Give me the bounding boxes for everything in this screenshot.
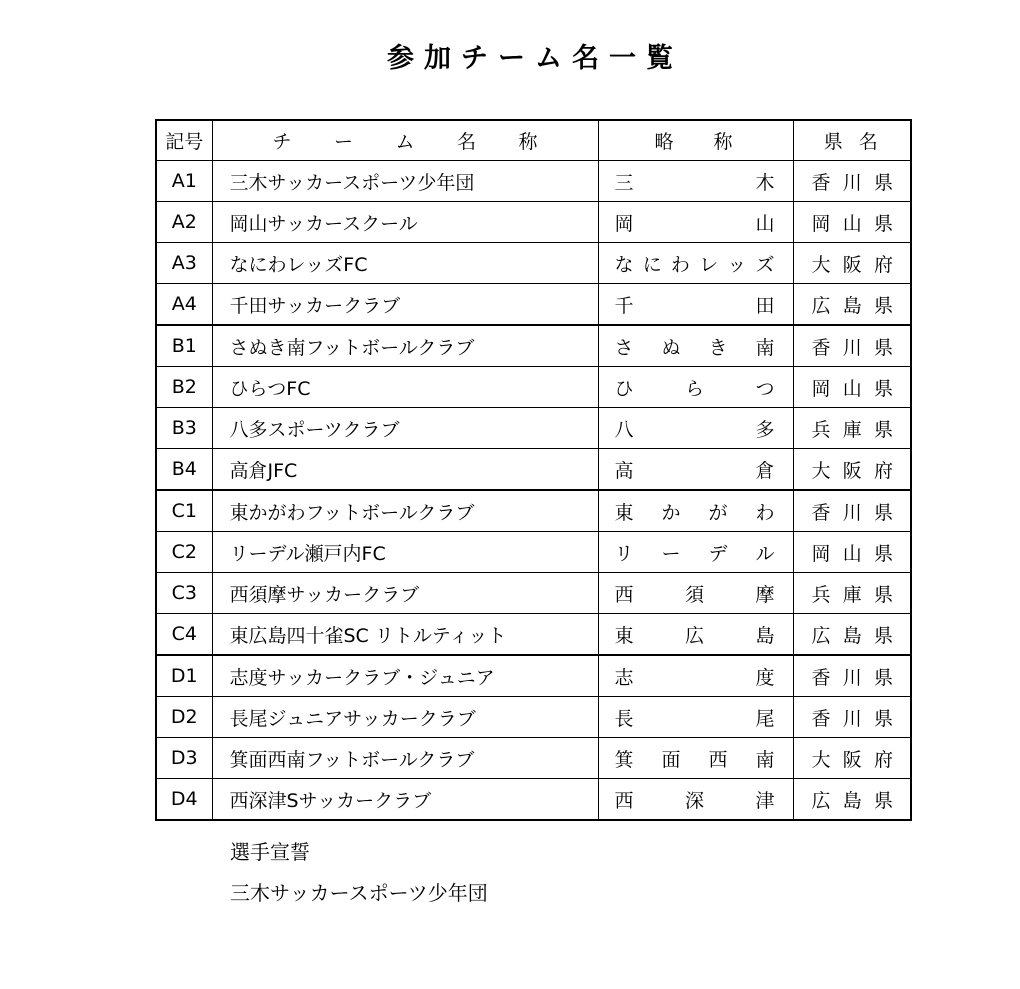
abbreviation-char: 倉 xyxy=(755,459,775,482)
prefecture-char: 兵 xyxy=(811,418,831,441)
prefecture-char: 府 xyxy=(873,748,893,771)
prefecture-char: 県 xyxy=(873,542,893,565)
abbreviation-char: 須 xyxy=(684,583,704,606)
team-abbreviation xyxy=(598,532,793,573)
team-name: 長尾ジュニアサッカークラブ xyxy=(212,697,598,738)
team-name: 西須摩サッカークラブ xyxy=(212,573,598,614)
abbreviation-char: リ xyxy=(614,542,634,565)
page-title: 参加チーム名一覧 xyxy=(387,43,683,74)
abbreviation-char: が xyxy=(708,501,728,524)
team-abbreviation xyxy=(598,243,793,284)
abbreviation-char: 山 xyxy=(755,212,775,235)
player-oath-team: 三木サッカースポーツ少年団 xyxy=(230,881,488,905)
table-header-row xyxy=(156,120,911,161)
prefecture-char: 阪 xyxy=(842,748,862,771)
abbreviation-char: に xyxy=(642,253,662,276)
abbreviation-char: 西 xyxy=(614,583,634,606)
abbreviation-char: ら xyxy=(684,377,704,400)
team-prefecture xyxy=(793,532,911,573)
prefecture-char: 県 xyxy=(873,171,893,194)
abbreviation-char: ぬ xyxy=(661,336,681,359)
prefecture-char: 大 xyxy=(811,748,831,771)
team-abbreviation xyxy=(598,573,793,614)
abbreviation-char: 長 xyxy=(614,707,634,730)
team-abbreviation xyxy=(598,449,793,491)
team-code: A2 xyxy=(156,202,212,243)
abbreviation-char: 田 xyxy=(755,294,775,317)
prefecture-char: 県 xyxy=(873,789,893,812)
header-name-char: 名 xyxy=(456,131,478,153)
prefecture-char: 大 xyxy=(811,459,831,482)
prefecture-char: 県 xyxy=(873,624,893,647)
table-row xyxy=(156,243,911,284)
abbreviation-char: 西 xyxy=(708,748,728,771)
abbreviation-char: わ xyxy=(755,501,775,524)
table-row xyxy=(156,614,911,656)
header-pref-char: 名 xyxy=(858,131,880,153)
abbreviation-char: 島 xyxy=(755,624,775,647)
abbreviation-char: 岡 xyxy=(614,212,634,235)
header-pref-char: 県 xyxy=(823,131,845,153)
header-name-char: 称 xyxy=(518,131,540,153)
team-name: 千田サッカークラブ xyxy=(212,284,598,326)
abbreviation-char: 広 xyxy=(684,624,704,647)
prefecture-char: 山 xyxy=(842,377,862,400)
prefecture-char: 兵 xyxy=(811,583,831,606)
prefecture-char: 庫 xyxy=(842,583,862,606)
prefecture-char: 香 xyxy=(811,666,831,689)
team-abbreviation xyxy=(598,738,793,779)
team-prefecture xyxy=(793,655,911,697)
abbreviation-char: つ xyxy=(755,377,775,400)
table-row xyxy=(156,697,911,738)
table-row xyxy=(156,573,911,614)
prefecture-char: 岡 xyxy=(811,377,831,400)
abbreviation-char: 三 xyxy=(614,171,634,194)
team-abbreviation xyxy=(598,408,793,449)
team-prefecture xyxy=(793,202,911,243)
team-name: 八多スポーツクラブ xyxy=(212,408,598,449)
team-name: 東かがわフットボールクラブ xyxy=(212,490,598,532)
abbreviation-char: 津 xyxy=(755,789,775,812)
abbreviation-char: 度 xyxy=(755,666,775,689)
team-prefecture xyxy=(793,449,911,491)
prefecture-char: 香 xyxy=(811,171,831,194)
prefecture-char: 阪 xyxy=(842,253,862,276)
prefecture-char: 県 xyxy=(873,294,893,317)
prefecture-char: 山 xyxy=(842,212,862,235)
abbreviation-char: か xyxy=(661,501,681,524)
team-prefecture xyxy=(793,779,911,821)
team-prefecture xyxy=(793,573,911,614)
team-name: なにわレッズFC xyxy=(212,243,598,284)
abbreviation-char: ひ xyxy=(614,377,634,400)
abbreviation-char: 面 xyxy=(661,748,681,771)
team-code: A3 xyxy=(156,243,212,284)
abbreviation-char: 千 xyxy=(614,294,634,317)
prefecture-char: 県 xyxy=(873,501,893,524)
team-prefecture xyxy=(793,614,911,656)
team-abbreviation xyxy=(598,655,793,697)
team-abbreviation xyxy=(598,490,793,532)
prefecture-char: 県 xyxy=(873,212,893,235)
header-abbr xyxy=(598,120,793,161)
team-code: D3 xyxy=(156,738,212,779)
team-prefecture xyxy=(793,408,911,449)
team-name: さぬき南フットボールクラブ xyxy=(212,325,598,367)
abbreviation-char: 深 xyxy=(684,789,704,812)
prefecture-char: 県 xyxy=(873,583,893,606)
prefecture-char: 島 xyxy=(842,624,862,647)
table-row xyxy=(156,655,911,697)
prefecture-char: 川 xyxy=(842,336,862,359)
team-prefecture xyxy=(793,325,911,367)
table-row xyxy=(156,408,911,449)
prefecture-char: 広 xyxy=(811,294,831,317)
prefecture-char: 府 xyxy=(873,253,893,276)
team-code: D1 xyxy=(156,655,212,697)
abbreviation-char: 箕 xyxy=(614,748,634,771)
team-prefecture xyxy=(793,367,911,408)
abbreviation-char: 南 xyxy=(755,336,775,359)
team-prefecture xyxy=(793,243,911,284)
prefecture-char: 川 xyxy=(842,707,862,730)
prefecture-char: 広 xyxy=(811,789,831,812)
prefecture-char: 庫 xyxy=(842,418,862,441)
table-row xyxy=(156,367,911,408)
header-code xyxy=(156,120,212,161)
team-name: 西深津Sサッカークラブ xyxy=(212,779,598,821)
team-code: B2 xyxy=(156,367,212,408)
team-name: 志度サッカークラブ・ジュニア xyxy=(212,655,598,697)
table-row xyxy=(156,779,911,821)
prefecture-char: 島 xyxy=(842,789,862,812)
team-abbreviation xyxy=(598,367,793,408)
prefecture-char: 大 xyxy=(811,253,831,276)
team-list-table xyxy=(155,119,912,821)
abbreviation-char: ッ xyxy=(727,253,747,276)
prefecture-char: 府 xyxy=(873,459,893,482)
abbreviation-char: 木 xyxy=(755,171,775,194)
abbreviation-char: な xyxy=(614,253,634,276)
prefecture-char: 岡 xyxy=(811,212,831,235)
team-code: B4 xyxy=(156,449,212,491)
team-name: 高倉JFC xyxy=(212,449,598,491)
abbreviation-char: 西 xyxy=(614,789,634,812)
team-code: C2 xyxy=(156,532,212,573)
team-code: D4 xyxy=(156,779,212,821)
prefecture-char: 川 xyxy=(842,501,862,524)
abbreviation-char: 東 xyxy=(614,501,634,524)
team-abbreviation xyxy=(598,284,793,326)
abbreviation-char: 摩 xyxy=(755,583,775,606)
prefecture-char: 阪 xyxy=(842,459,862,482)
team-name: 箕面西南フットボールクラブ xyxy=(212,738,598,779)
player-oath-label: 選手宣誓 xyxy=(230,840,310,864)
team-code: C1 xyxy=(156,490,212,532)
prefecture-char: 香 xyxy=(811,336,831,359)
abbreviation-char: 志 xyxy=(614,666,634,689)
team-name: 三木サッカースポーツ少年団 xyxy=(212,161,598,202)
abbreviation-char: ー xyxy=(661,542,681,565)
header-pref xyxy=(793,120,911,161)
abbreviation-char: デ xyxy=(708,542,728,565)
team-name: 東広島四十雀SC リトルティット xyxy=(212,614,598,656)
table-row xyxy=(156,161,911,202)
header-code-text: 記号 xyxy=(165,131,204,153)
abbreviation-char: 尾 xyxy=(755,707,775,730)
prefecture-char: 川 xyxy=(842,171,862,194)
header-name-char: チ xyxy=(272,131,294,153)
abbreviation-char: わ xyxy=(670,253,690,276)
team-name: ひらつFC xyxy=(212,367,598,408)
prefecture-char: 県 xyxy=(873,666,893,689)
team-abbreviation xyxy=(598,202,793,243)
table-row xyxy=(156,490,911,532)
abbreviation-char: さ xyxy=(614,336,634,359)
abbreviation-char: 南 xyxy=(755,748,775,771)
header-abbr-char: 略 xyxy=(654,131,676,153)
abbreviation-char: レ xyxy=(699,253,719,276)
team-abbreviation xyxy=(598,779,793,821)
table-row xyxy=(156,532,911,573)
team-prefecture xyxy=(793,161,911,202)
header-name-char: ム xyxy=(395,131,417,153)
team-code: D2 xyxy=(156,697,212,738)
abbreviation-char: き xyxy=(708,336,728,359)
team-code: A4 xyxy=(156,284,212,326)
team-code: A1 xyxy=(156,161,212,202)
prefecture-char: 香 xyxy=(811,501,831,524)
team-name: リーデル瀬戸内FC xyxy=(212,532,598,573)
team-prefecture xyxy=(793,490,911,532)
team-code: C3 xyxy=(156,573,212,614)
team-code: B1 xyxy=(156,325,212,367)
prefecture-char: 県 xyxy=(873,336,893,359)
prefecture-char: 県 xyxy=(873,418,893,441)
prefecture-char: 島 xyxy=(842,294,862,317)
team-abbreviation xyxy=(598,325,793,367)
table-row xyxy=(156,284,911,326)
team-prefecture xyxy=(793,284,911,326)
abbreviation-char: 八 xyxy=(614,418,634,441)
prefecture-char: 川 xyxy=(842,666,862,689)
prefecture-char: 広 xyxy=(811,624,831,647)
abbreviation-char: 多 xyxy=(755,418,775,441)
team-abbreviation xyxy=(598,697,793,738)
header-name-char: ー xyxy=(333,131,355,153)
prefecture-char: 県 xyxy=(873,377,893,400)
table-row xyxy=(156,202,911,243)
team-name: 岡山サッカースクール xyxy=(212,202,598,243)
abbreviation-char: ズ xyxy=(755,253,775,276)
abbreviation-char: ル xyxy=(755,542,775,565)
team-abbreviation xyxy=(598,161,793,202)
abbreviation-char: 高 xyxy=(614,459,634,482)
table-row xyxy=(156,325,911,367)
table-row xyxy=(156,449,911,491)
prefecture-char: 香 xyxy=(811,707,831,730)
prefecture-char: 県 xyxy=(873,707,893,730)
prefecture-char: 山 xyxy=(842,542,862,565)
team-prefecture xyxy=(793,697,911,738)
team-code: C4 xyxy=(156,614,212,656)
header-abbr-char: 称 xyxy=(713,131,735,153)
header-name xyxy=(212,120,598,161)
team-prefecture xyxy=(793,738,911,779)
team-abbreviation xyxy=(598,614,793,656)
table-row xyxy=(156,738,911,779)
abbreviation-char: 東 xyxy=(614,624,634,647)
prefecture-char: 岡 xyxy=(811,542,831,565)
team-code: B3 xyxy=(156,408,212,449)
